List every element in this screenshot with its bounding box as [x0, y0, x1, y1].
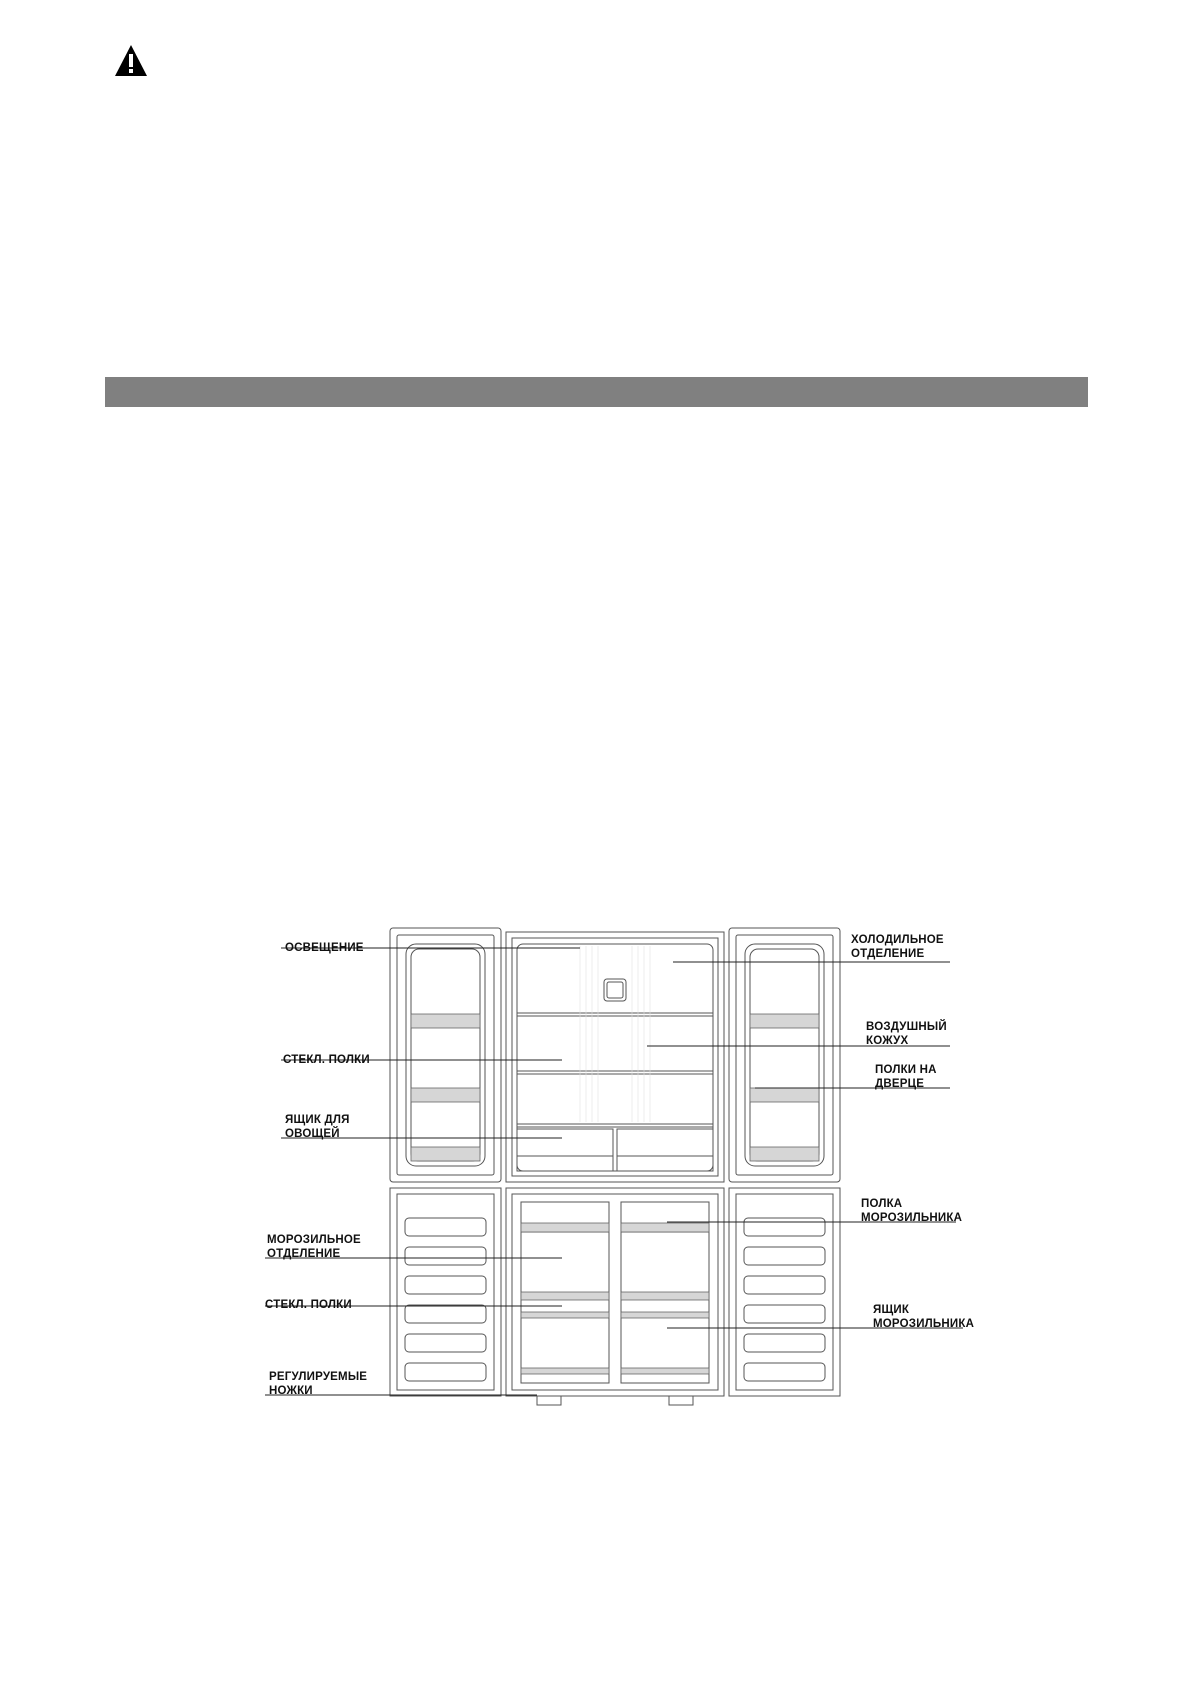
label-vegetable-box: ЯЩИК ДЛЯ ОВОЩЕЙ: [285, 1114, 350, 1140]
label-freezer-compartment: МОРОЗИЛЬНОЕ ОТДЕЛЕНИЕ: [267, 1234, 361, 1260]
label-glass-shelves-bottom: СТЕКЛ. ПОЛКИ: [265, 1299, 352, 1311]
label-fridge-compartment: ХОЛОДИЛЬНОЕ ОТДЕЛЕНИЕ: [851, 934, 944, 960]
label-air-cover: ВОЗДУШНЫЙ КОЖУХ: [866, 1021, 947, 1047]
label-adjustable-feet: РЕГУЛИРУЕМЫЕ НОЖКИ: [269, 1371, 368, 1397]
label-freezer-drawer: ЯЩИК МОРОЗИЛЬНИКА: [873, 1304, 975, 1330]
label-lighting: ОСВЕЩЕНИЕ: [285, 942, 364, 954]
refrigerator-diagram: [255, 918, 980, 1418]
warning-icon: [114, 44, 148, 77]
refrigerator-drawing: [255, 918, 980, 1418]
section-header-bar: [105, 377, 1088, 407]
label-door-shelves: ПОЛКИ НА ДВЕРЦЕ: [875, 1064, 937, 1090]
label-freezer-shelf: ПОЛКА МОРОЗИЛЬНИКА: [861, 1198, 963, 1224]
label-glass-shelves-top: СТЕКЛ. ПОЛКИ: [283, 1054, 370, 1066]
